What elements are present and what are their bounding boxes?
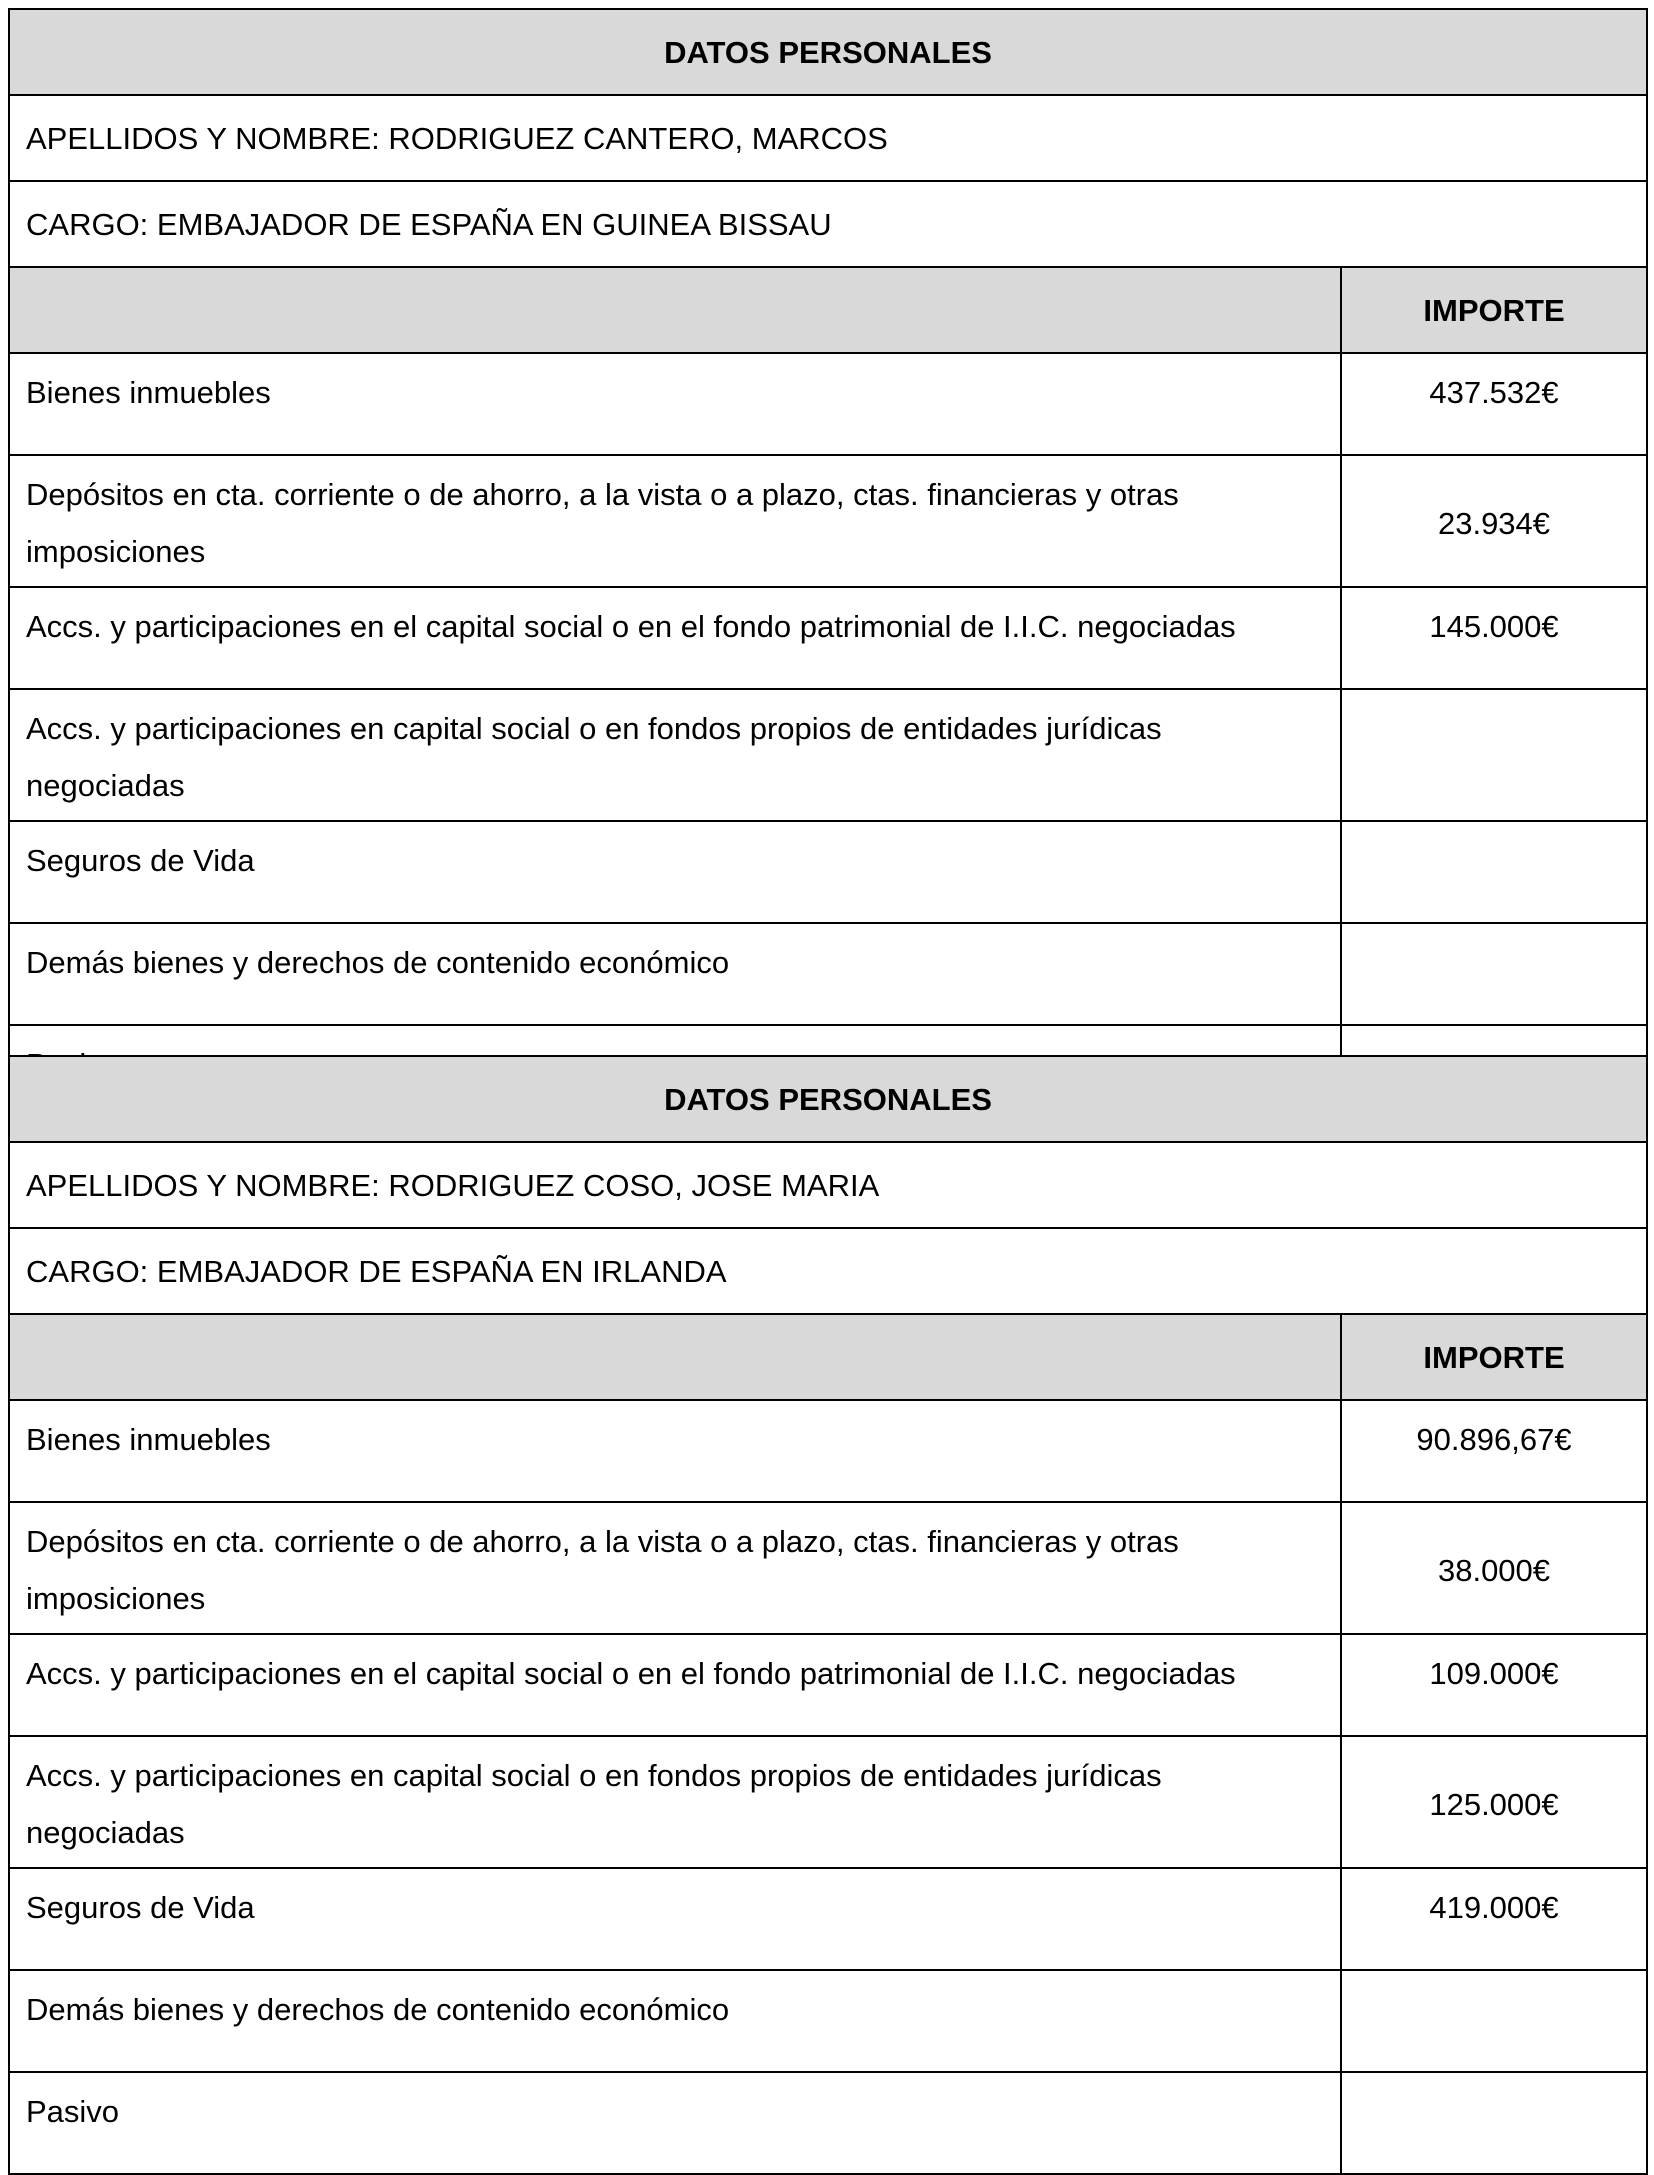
item-label: Accs. y participaciones en el capital social o en el fondo patrimonial de I.I.C. negociadas: [9, 1634, 1341, 1736]
item-label: Accs. y participaciones en el capital social o en el fondo patrimonial de I.I.C. negociadas: [9, 587, 1341, 689]
name-row: [9, 1142, 1647, 1228]
item-label: Demás bienes y derechos de contenido económico: [9, 1970, 1341, 2072]
amount-column-header: IMPORTE: [1341, 1314, 1647, 1400]
item-label: Accs. y participaciones en capital social o en fondos propios de entidades jurídicas negociadas: [9, 689, 1341, 821]
item-label: Depósitos en cta. corriente o de ahorro, a la vista o a plazo, ctas. financieras y otras imposiciones: [9, 1502, 1341, 1634]
name-row: [9, 95, 1647, 181]
amount-column-header: IMPORTE: [1341, 267, 1647, 353]
item-label: Depósitos en cta. corriente o de ahorro, a la vista o a plazo, ctas. financieras y otras imposiciones: [9, 455, 1341, 587]
name-line: APELLIDOS Y NOMBRE: RODRIGUEZ CANTERO, MARCOS: [9, 95, 1647, 181]
asset-declaration-table: [8, 1055, 1648, 2175]
table-row: [9, 1400, 1647, 1502]
section-title: DATOS PERSONALES: [9, 9, 1647, 95]
item-label: Demás bienes y derechos de contenido económico: [9, 923, 1341, 1025]
item-amount: 90.896,67€: [1341, 1400, 1647, 1502]
table-row: [9, 1736, 1647, 1868]
item-amount: 23.934€: [1341, 455, 1647, 587]
cargo-line: CARGO: EMBAJADOR DE ESPAÑA EN IRLANDA: [9, 1228, 1647, 1314]
table-row: [9, 821, 1647, 923]
item-amount: [1341, 689, 1647, 821]
column-header-row: [9, 267, 1647, 353]
table-row: [9, 1502, 1647, 1634]
table-row: [9, 1868, 1647, 1970]
item-amount: 109.000€: [1341, 1634, 1647, 1736]
item-amount: 125.000€: [1341, 1736, 1647, 1868]
item-amount: 145.000€: [1341, 587, 1647, 689]
item-amount: 437.532€: [1341, 353, 1647, 455]
table-row: [9, 2072, 1647, 2174]
cargo-row: [9, 181, 1647, 267]
item-label: Bienes inmuebles: [9, 1400, 1341, 1502]
item-amount: 419.000€: [1341, 1868, 1647, 1970]
section-header-row: [9, 1056, 1647, 1142]
item-amount: [1341, 821, 1647, 923]
item-amount: [1341, 1970, 1647, 2072]
asset-declaration-table: [8, 8, 1648, 1128]
name-line: APELLIDOS Y NOMBRE: RODRIGUEZ COSO, JOSE MARIA: [9, 1142, 1647, 1228]
item-amount: [1341, 923, 1647, 1025]
cargo-row: [9, 1228, 1647, 1314]
section-header-row: [9, 9, 1647, 95]
label-column-header: [9, 267, 1341, 353]
table-row: [9, 455, 1647, 587]
item-label: Seguros de Vida: [9, 1868, 1341, 1970]
item-label: Pasivo: [9, 2072, 1341, 2174]
table-row: [9, 1970, 1647, 2072]
table-row: [9, 587, 1647, 689]
item-label: Accs. y participaciones en capital social o en fondos propios de entidades jurídicas negociadas: [9, 1736, 1341, 1868]
item-amount: 38.000€: [1341, 1502, 1647, 1634]
section-title: DATOS PERSONALES: [9, 1056, 1647, 1142]
table-row: [9, 1634, 1647, 1736]
cargo-line: CARGO: EMBAJADOR DE ESPAÑA EN GUINEA BISSAU: [9, 181, 1647, 267]
table-row: [9, 353, 1647, 455]
table-row: [9, 923, 1647, 1025]
table-row: [9, 689, 1647, 821]
column-header-row: [9, 1314, 1647, 1400]
label-column-header: [9, 1314, 1341, 1400]
item-amount: [1341, 2072, 1647, 2174]
item-label: Bienes inmuebles: [9, 353, 1341, 455]
item-label: Seguros de Vida: [9, 821, 1341, 923]
